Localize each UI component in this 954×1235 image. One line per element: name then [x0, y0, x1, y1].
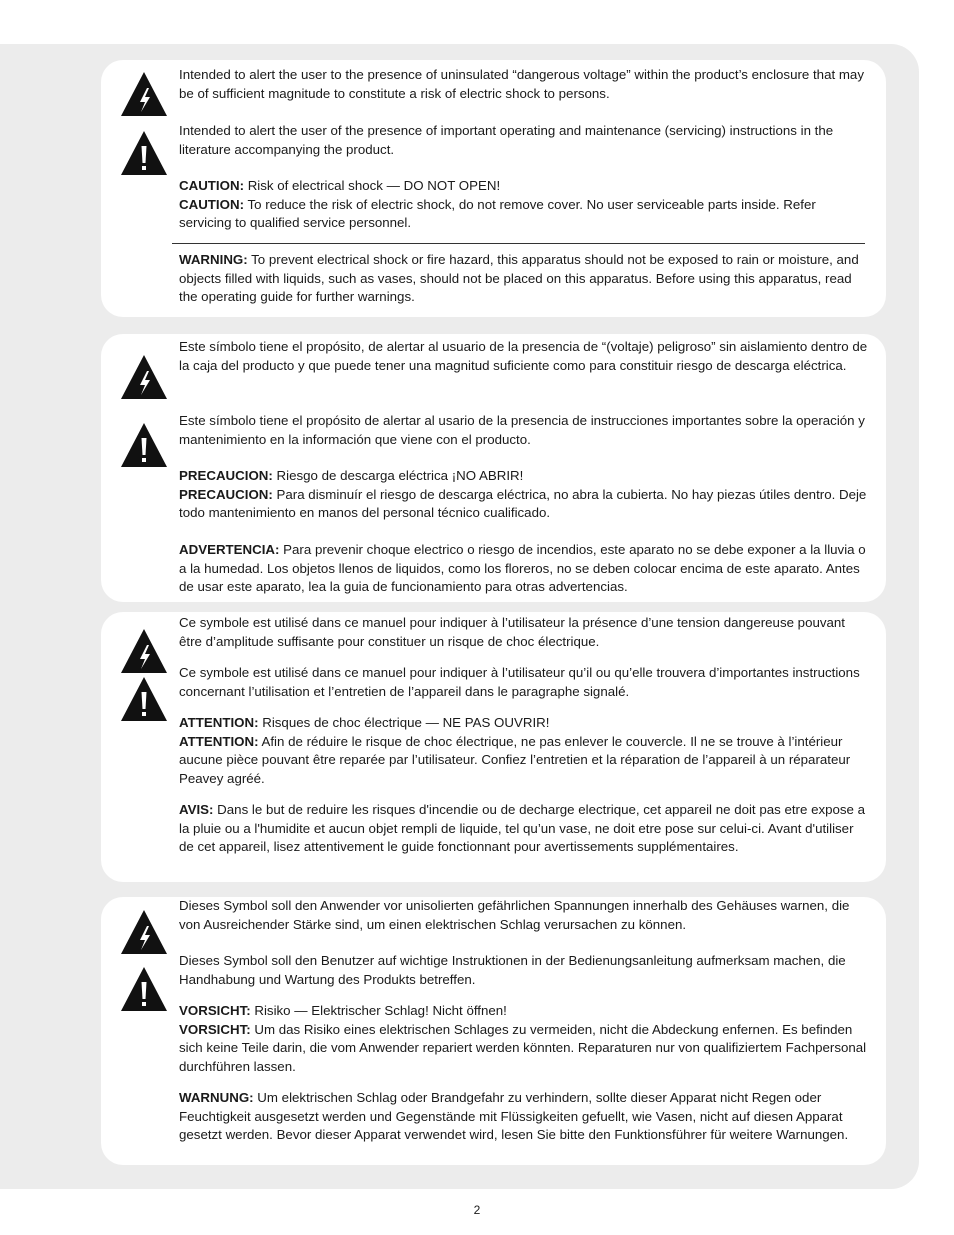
exclamation-symbol-description: Ce symbole est utilisé dans ce manuel pour indiquer à l’utilisateur qu’il ou qu’elle trouvera d’importantes instructions concernant l’utilisation et l’entretien de l’appareil dans le paragraphe signalé. — [179, 665, 860, 699]
caution-label: PRECAUCION: — [179, 486, 273, 502]
caution-text: Risiko — Elektrischer Schlag! Nicht öffnen! — [250, 1003, 507, 1018]
caution-label: PRECAUCION: — [179, 468, 273, 483]
warning-block — [179, 251, 869, 307]
exclamation-warning-icon — [120, 676, 168, 722]
caution-block — [179, 1002, 869, 1076]
warning-label: WARNING: — [179, 252, 248, 267]
lightning-symbol-description: Intended to alert the user to the presence of uninsulated “dangerous voltage” within the product’s enclosure that may be of sufficient magnitude to constitute a risk of electric shock to persons. — [179, 67, 864, 101]
warning-block — [179, 541, 869, 597]
lightning-warning-icon — [120, 628, 168, 674]
warning-label: AVIS: — [179, 802, 214, 817]
lightning-symbol-description: Dieses Symbol soll den Anwender vor unisolierten gefährlichen Spannungen innerhalb des Gehäuses warnen, die von Ausreichender Stärke sind, um einen elektrischen Schlag verursachen zu können. — [179, 898, 850, 932]
caution-label: CAUTION: — [179, 178, 244, 193]
caution-text: Risques de choc électrique — NE PAS OUVRIR! — [258, 715, 550, 730]
caution-text: Riesgo de descarga eléctrica ¡NO ABRIR! — [272, 468, 524, 483]
caution-label: VORSICHT: — [179, 1003, 251, 1018]
caution-text: To reduce the risk of electric shock, do not remove cover. No user serviceable parts inside. Refer servicing to qualified service personnel. — [179, 196, 816, 231]
caution-label: ATTENTION: — [179, 733, 259, 749]
exclamation-symbol-description: Dieses Symbol soll den Benutzer auf wichtige Instruktionen in der Bedienungsanleitung aufmerksam machen, die Handhabung und Wartung des Produkts betreffen. — [179, 953, 846, 987]
exclamation-symbol-description: Intended to alert the user of the presence of important operating and maintenance (servicing) instructions in the literature accompanying the product. — [179, 123, 834, 157]
warning-label: WARNUNG: — [179, 1090, 254, 1105]
caution-label: ATTENTION: — [179, 715, 259, 730]
exclamation-warning-icon — [120, 422, 168, 468]
caution-label: VORSICHT: — [179, 1021, 251, 1037]
page-number: 2 — [473, 1203, 481, 1217]
exclamation-warning-icon — [120, 130, 168, 176]
caution-block — [179, 467, 869, 523]
warning-text: Dans le but de reduire les risques d'incendie ou de decharge electrique, cet appareil ne doit pas etre expose a la pluie ou a l'humidite et aucun objet rempli de liquide, tel qu’un vase, ne doit etre pose sur celui-ci. Avant d'utiliser de cet appareil, lisez attentivement le guide fonctionnant pour avertissements supplémentaires. — [179, 802, 866, 855]
caution-block — [179, 177, 869, 233]
warning-text: Para prevenir choque electrico o riesgo de incendios, este aparato no se debe exponer a la lluvia o a la humedad. Los objetos llenos de liquidos, como los floreros, no se deben colocar encima de este aparato. Antes de usar este aparato, lea la guia de funcionamiento para otras advertencias. — [179, 542, 866, 595]
warning-block — [179, 801, 869, 857]
exclamation-warning-icon — [120, 966, 168, 1012]
lightning-symbol-description: Ce symbole est utilisé dans ce manuel pour indiquer à l’utilisateur la présence d’une tension dangereuse pouvant être d’amplitude suffisante pour constituer un risque de choc électrique. — [179, 615, 845, 649]
warning-text: To prevent electrical shock or fire hazard, this apparatus should not be exposed to rain or moisture, and objects filled with liquids, such as vases, should not be placed on this apparatus. Before using this apparatus, read the operating guide for further warnings. — [179, 252, 859, 305]
lightning-symbol-description: Este símbolo tiene el propósito, de alertar al usuario de la presencia de “(voltaje) peligroso” sin aislamiento dentro de la caja del producto y que puede tener una magnitud suficiente como para constituir riesgo de descarga eléctrica. — [179, 339, 868, 373]
caution-text: Para disminuír el riesgo de descarga eléctrica, no abra la cubierta. No hay piezas útiles dentro. Deje todo mantenimiento en manos del personal técnico cualificado. — [179, 486, 867, 521]
exclamation-symbol-description: Este símbolo tiene el propósito de alertar al usario de la presencia de instrucciones importantes sobre la operación y mantenimiento en la información que viene con el producto. — [179, 413, 865, 447]
lightning-warning-icon — [120, 71, 168, 117]
caution-text: Afin de réduire le risque de choc électrique, ne pas enlever le couvercle. Il ne se trouve à l’intérieur aucune pièce pouvant être reparée par l’utilisateur. Confiez l’entretien et la réparation de l’appareil à un réparateur Peavey agréé. — [179, 733, 851, 786]
lightning-warning-icon — [120, 909, 168, 955]
warning-text: Um elektrischen Schlag oder Brandgefahr zu verhindern, sollte dieser Apparat nicht Regen oder Feuchtigkeit ausgesetzt werden und Gegenstände mit Flüssigkeiten gefuellt, wie Vasen, nicht auf diesen Apparat gesetzt werden. Bevor dieser Apparat verwendet wird, lesen Sie bitte den Funktionsführer für weitere Warnungen. — [179, 1090, 849, 1143]
caution-block — [179, 714, 869, 788]
lightning-warning-icon — [120, 354, 168, 400]
warning-label: ADVERTENCIA: — [179, 542, 280, 557]
caution-text: Risk of electrical shock — DO NOT OPEN! — [244, 178, 501, 193]
caution-text: Um das Risiko eines elektrischen Schlages zu vermeiden, nicht die Abdeckung enfernen. Es befinden sich keine Teile darin, die vom Anwender repariert werden könnten. Reparaturen nur von qualifiziertem Fachpersonal durchführen lassen. — [179, 1021, 867, 1074]
warning-block — [179, 1089, 869, 1145]
divider-line — [172, 243, 865, 244]
caution-label: CAUTION: — [179, 196, 244, 212]
